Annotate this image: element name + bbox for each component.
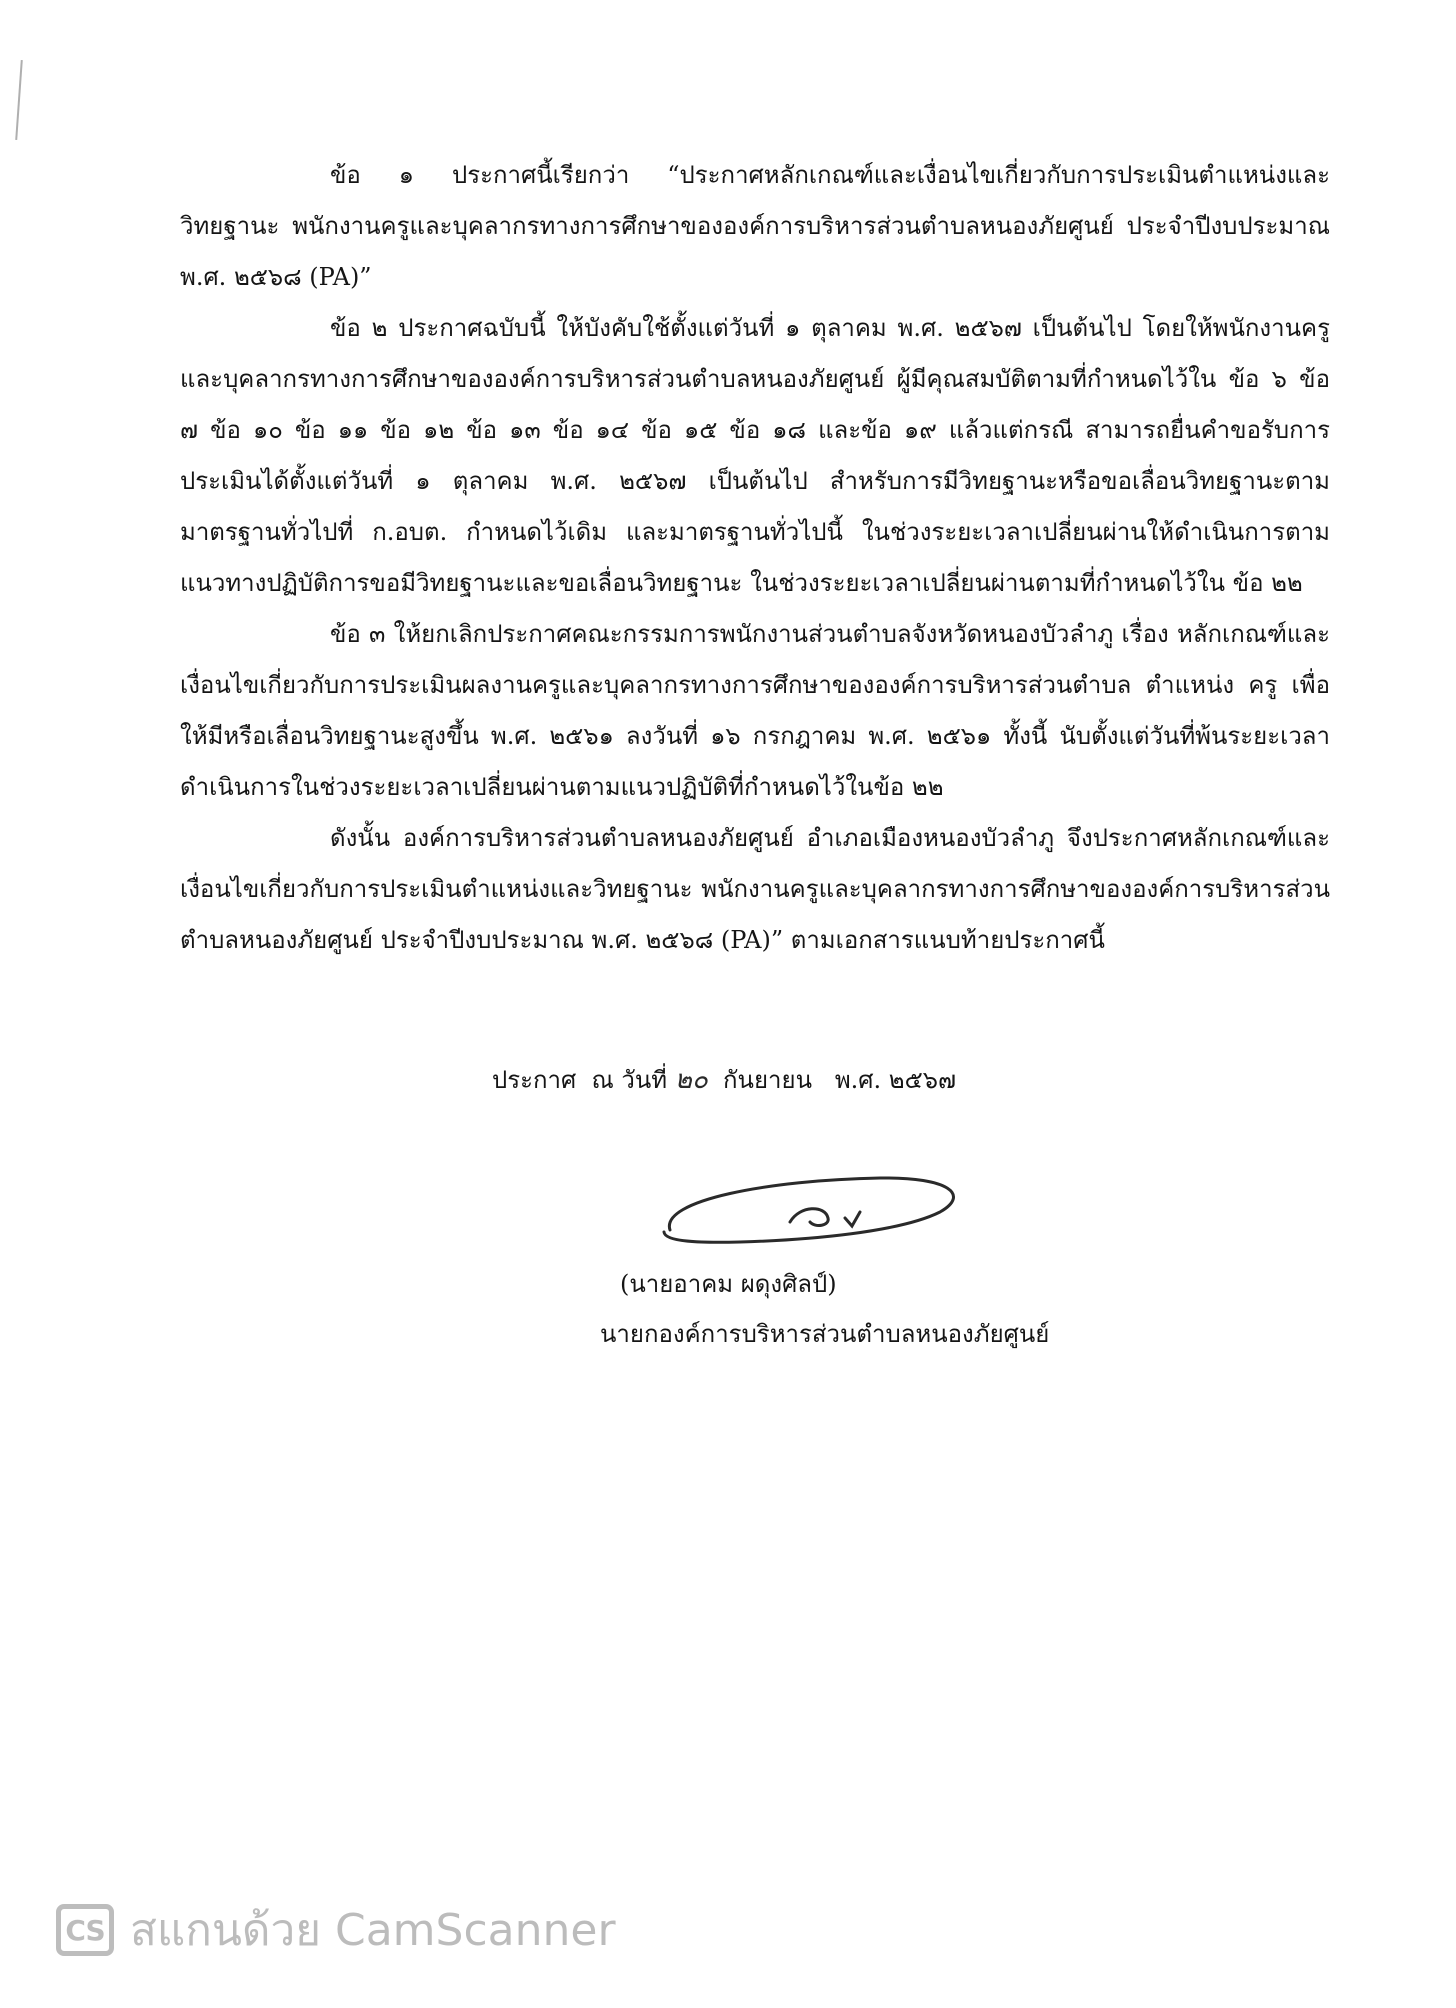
clause-2-lead: ข้อ ๒ [330,314,388,342]
clause-1-lead: ข้อ ๑ ประกาศนี้เรียกว่า [330,161,630,189]
signature-block [580,1160,1180,1359]
camscanner-watermark [56,1895,616,1965]
clause-3 [180,609,1330,813]
camscanner-logo-icon: CS [56,1904,114,1956]
announcement-month: กันยายน [707,1066,835,1094]
page-edge-mark [15,60,23,140]
signatory-name: (นายอาคม ผดุงศิลป์) [620,1270,837,1298]
clause-2 [180,303,1330,609]
clause-1-text: “ประกาศหลักเกณฑ์และเงื่อนไขเกี่ยวกับการประเมินตำแหน่งและวิทยฐานะ พนักงานครูและบุคลากรทางการศึกษาขององค์การบริหารส่วนตำบลหนองภัยศูนย์ ประจำปีงบประมาณ พ.ศ. ๒๕๖๘ (PA)” [180,161,1330,291]
clause-3-text: ให้ยกเลิกประกาศคณะกรรมการพนักงานส่วนตำบลจังหวัดหนองบัวลำภู เรื่อง หลักเกณฑ์และเงื่อนไขเกี่ยวกับการประเมินผลงานครูและบุคลากรทางการศึกษาขององค์การบริหารส่วนตำบล ตำแหน่ง ครู เพื่อให้มีหรือเลื่อนวิทยฐานะสูงขึ้น พ.ศ. ๒๕๖๑ ลงวันที่ ๑๖ กรกฎาคม พ.ศ. ๒๕๖๑ ทั้งนี้ นับตั้งแต่วันที่พ้นระยะเวลาดำเนินการในช่วงระยะเวลาเปลี่ยนผ่านตามแนวปฏิบัติที่กำหนดไว้ในข้อ ๒๒ [180,620,1330,801]
conclusion-paragraph [180,813,1330,966]
announcement-year: พ.ศ. ๒๕๖๗ [834,1066,957,1094]
announcement-prefix: ประกาศ ณ วันที่ [492,1066,675,1094]
watermark-text: สแกนด้วย CamScanner [130,1905,616,1956]
clause-1 [180,150,1330,303]
conclusion-lead: ดังนั้น [330,824,391,852]
handwritten-day: ๒๐ [674,1065,708,1095]
handwritten-signature-icon [650,1160,980,1255]
announcement-date-line [492,1055,956,1106]
clause-2-text: ประกาศฉบับนี้ ให้บังคับใช้ตั้งแต่วันที่ ๑ ตุลาคม พ.ศ. ๒๕๖๗ เป็นต้นไป โดยให้พนักงานครูและบุคลากรทางการศึกษาขององค์การบริหารส่วนตำบลหนองภัยศูนย์ ผู้มีคุณสมบัติตามที่กำหนดไว้ใน ข้อ ๖ ข้อ ๗ ข้อ ๑๐ ข้อ ๑๑ ข้อ ๑๒ ข้อ ๑๓ ข้อ ๑๔ ข้อ ๑๕ ข้อ ๑๘ และข้อ ๑๙ แล้วแต่กรณี สามารถยื่นคำขอรับการประเมินได้ตั้งแต่วันที่ ๑ ตุลาคม พ.ศ. ๒๕๖๗ เป็นต้นไป สำหรับการมีวิทยฐานะหรือขอเลื่อนวิทยฐานะตามมาตรฐานทั่วไปที่ ก.อบต. กำหนดไว้เดิม และมาตรฐานทั่วไปนี้ ในช่วงระยะเวลาเปลี่ยนผ่านให้ดำเนินการตามแนวทางปฏิบัติการขอมีวิทยฐานะและขอเลื่อนวิทยฐานะ ในช่วงระยะเวลาเปลี่ยนผ่านตามที่กำหนดไว้ใน ข้อ ๒๒ [180,314,1331,597]
signatory-title: นายกองค์การบริหารส่วนตำบลหนองภัยศูนย์ [600,1320,1050,1348]
conclusion-text: องค์การบริหารส่วนตำบลหนองภัยศูนย์ อำเภอเมืองหนองบัวลำภู จึงประกาศหลักเกณฑ์และเงื่อนไขเกี่ยวกับการประเมินตำแหน่งและวิทยฐานะ พนักงานครูและบุคลากรทางการศึกษาขององค์การบริหารส่วนตำบลหนองภัยศูนย์ ประจำปีงบประมาณ พ.ศ. ๒๕๖๘ (PA)” ตามเอกสารแนบท้ายประกาศนี้ [180,824,1330,954]
clause-3-lead: ข้อ ๓ [330,620,386,648]
document-body [180,150,1330,966]
